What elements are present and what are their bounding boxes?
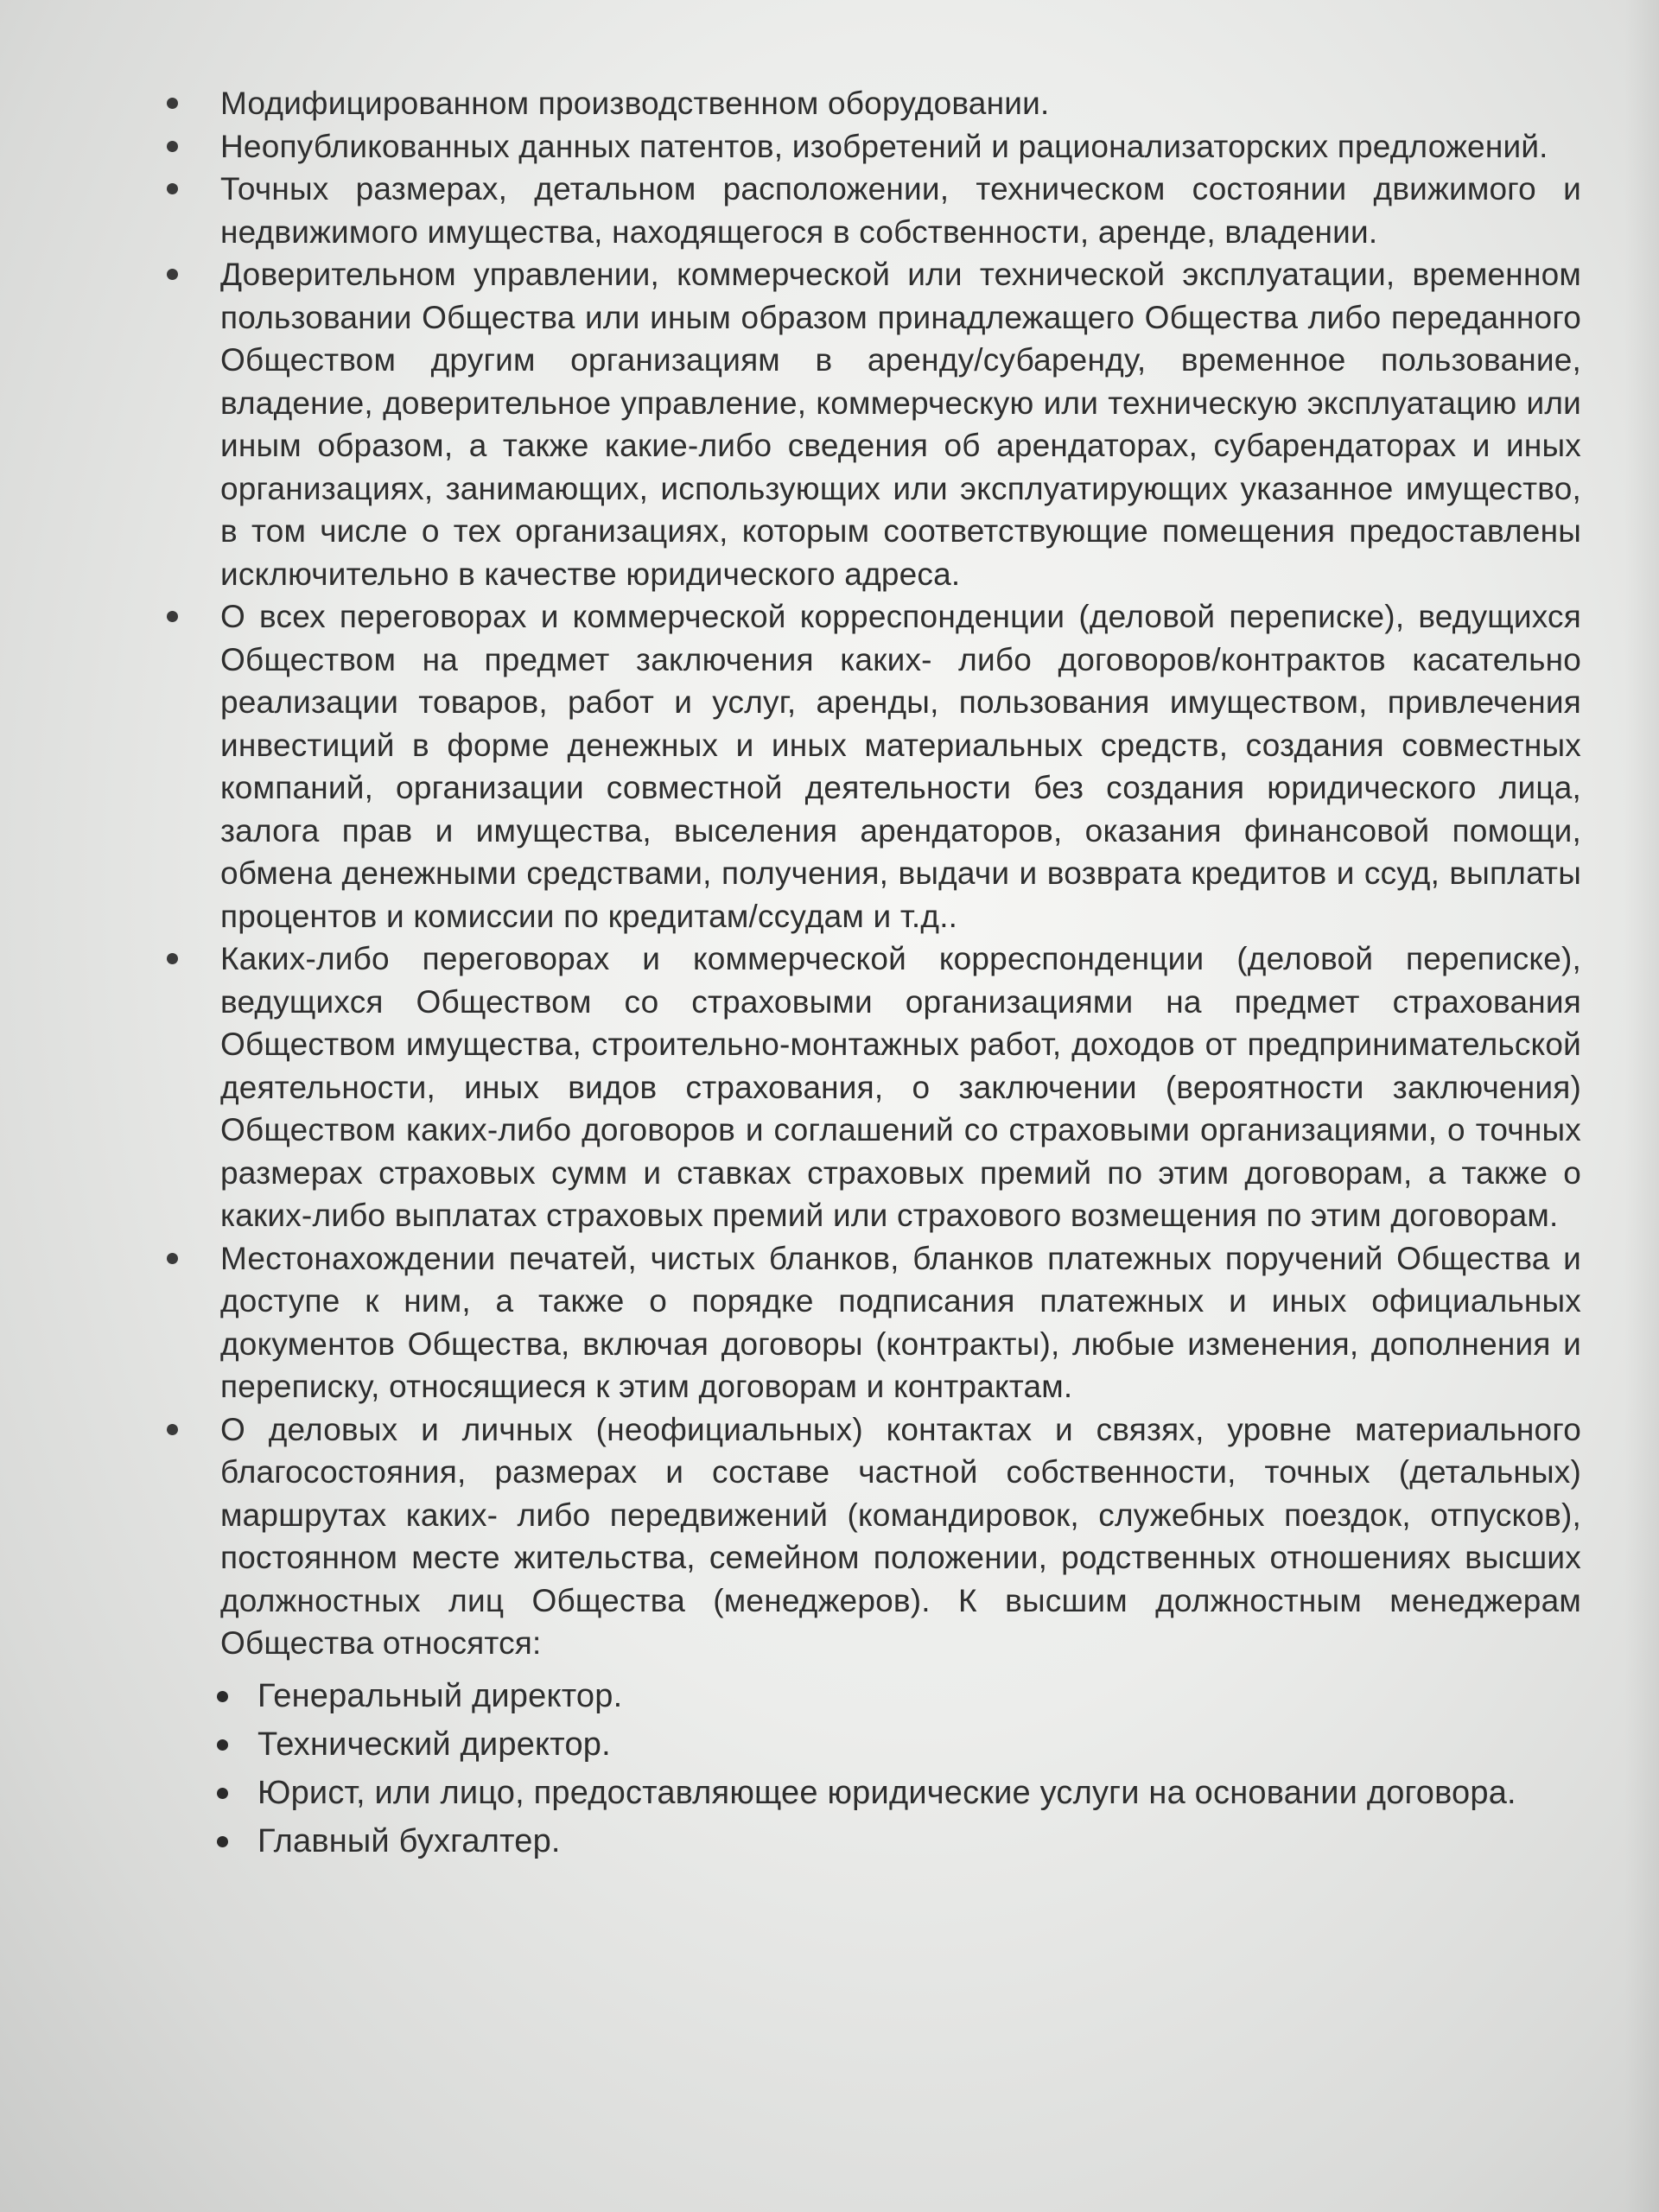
manager-list-item: Технический директор. [257, 1720, 1581, 1769]
confidential-info-list [220, 82, 1581, 1866]
list-item-text: Доверительном управлении, коммерческой или технической эксплуатации, временном пользовании Общества или иным образом принадлежащего Общества либо переданного Обществом другим организациям в аренду/субаренду, временное пользование, владение, доверительное управление, коммерческую или техническую эксплуатацию или иным образом, а также какие-либо сведения об арендаторах, субарендаторах и иных организациях, занимающих, использующих или эксплуатирующих указанное имущество, в том числе о тех организациях, которым соответствующие помещения предоставлены исключительно в качестве юридического адреса. [220, 257, 1581, 592]
list-item-text: О всех переговорах и коммерческой корреспонденции (деловой переписке), ведущихся Обществом на предмет заключения каких- либо договоров/контрактов касательно реализации товаров, работ и услуг, аренды, пользования имуществом, привлечения инвестиций в форме денежных и иных материальных средств, создания совместных компаний, организации совместной деятельности без создания юридического лица, залога прав и имущества, выселения арендаторов, оказания финансовой помощи, обмена денежными средствами, получения, выдачи и возврата кредитов и ссуд, выплаты процентов и комиссии по кредитам/ссудам и т.д.. [220, 599, 1581, 934]
list-item-text: О деловых и личных (неофициальных) контактах и связях, уровне материального благосостояния, размерах и составе частной собственности, точных (детальных) маршрутах каких- либо передвижений (командировок, служебных поездок, отпусков), постоянном месте жительства, семейном положении, родственных отношениях высших должностных лиц Общества (менеджеров). К высшим должностным менеджерам Общества относятся: [220, 1411, 1581, 1661]
list-item-text: Каких-либо переговорах и коммерческой корреспонденции (деловой переписке), ведущихся Обществом со страховыми организациями на предмет страхования Обществом имущества, строительно-монтажных работ, доходов от предпринимательской деятельности, иных видов страхования, о заключении (вероятности заключения) Обществом каких-либо договоров и соглашений со страховыми организациями, о точных размерах страховых сумм и ставках страховых премий по этим договорам, а также о каких-либо выплатах страховых премий или страхового возмещения по этим договорам. [220, 941, 1581, 1233]
list-item-text: Модифицированном производственном оборудовании. [220, 86, 1050, 121]
list-item [220, 1408, 1581, 1866]
list-item [220, 125, 1581, 168]
manager-list-item: Юрист, или лицо, предоставляющее юридические услуги на основании договора. [257, 1769, 1581, 1817]
page-edge-shadow [1624, 0, 1659, 2212]
list-item [220, 82, 1581, 125]
list-item [220, 168, 1581, 253]
managers-list [220, 1672, 1581, 1866]
manager-list-item: Главный бухгалтер. [257, 1817, 1581, 1866]
list-item-text: Неопубликованных данных патентов, изобретений и рационализаторских предложений. [220, 128, 1548, 164]
list-item [220, 938, 1581, 1237]
list-item-text: Местонахождении печатей, чистых бланков, бланков платежных поручений Общества и доступе к ним, а также о порядке подписания платежных и иных официальных документов Общества, включая договоры (контракты), любые изменения, дополнения и переписку, относящиеся к этим договорам и контрактам. [220, 1240, 1581, 1404]
list-item [220, 253, 1581, 595]
list-item [220, 595, 1581, 938]
list-item [220, 1237, 1581, 1408]
list-item-text: Точных размерах, детальном расположении, техническом состоянии движимого и недвижимого имущества, находящегося в собственности, аренде, владении. [220, 171, 1581, 250]
manager-list-item: Генеральный директор. [257, 1672, 1581, 1720]
